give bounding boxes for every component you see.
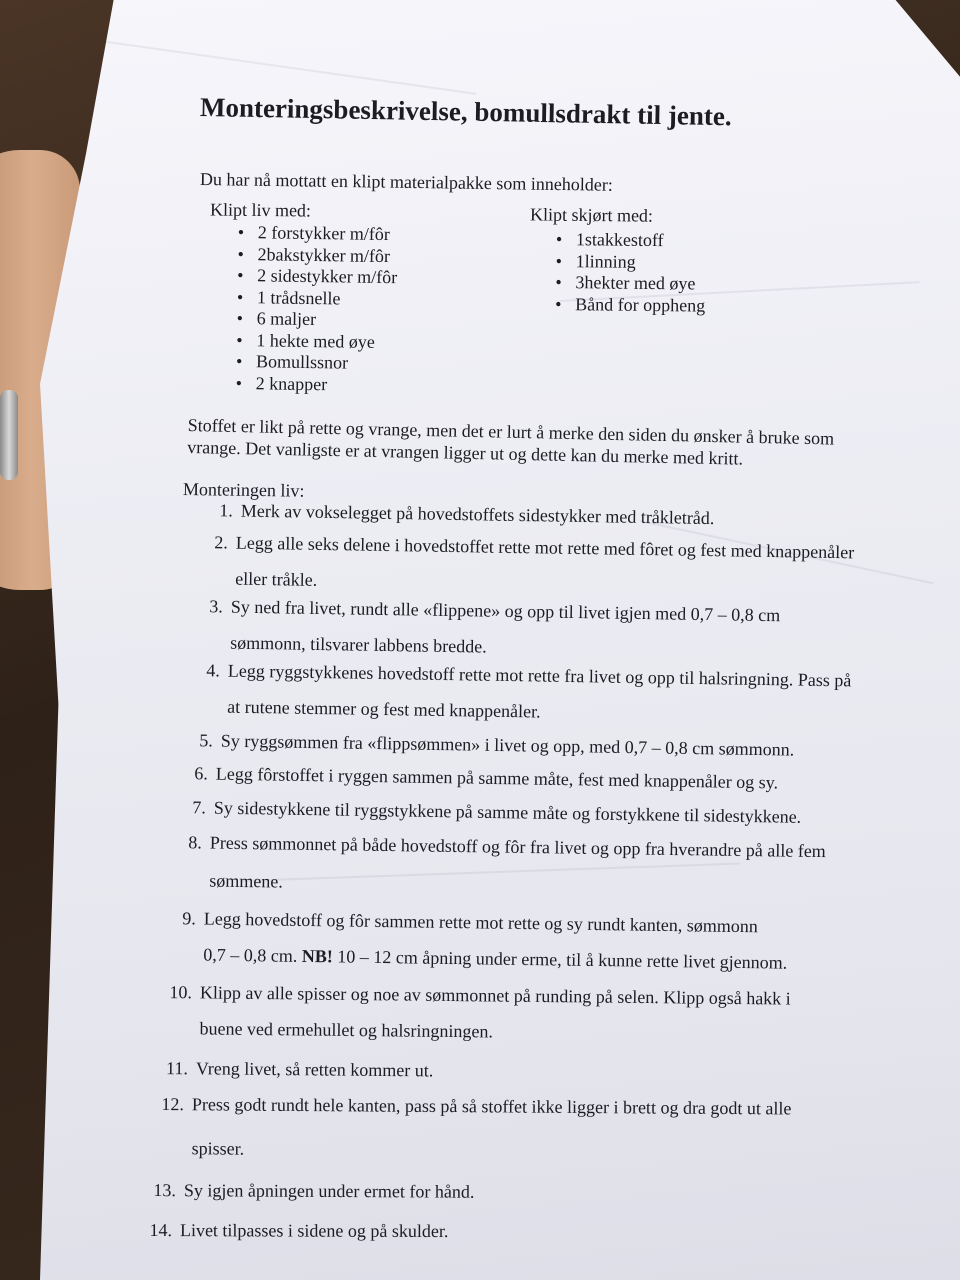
step-text-continued: buene ved ermehullet og halsringningen.: [199, 1018, 494, 1042]
step-text: Sy sidestykkene til ryggstykkene på samme måte og forstykkene til sidestykkene.: [213, 797, 802, 827]
step-number: 12.: [161, 1094, 184, 1115]
step-text-continued: sømmonn, tilsvarer labbens bredde.: [230, 632, 487, 657]
liv-list-heading: Klipt liv med:: [209, 199, 312, 221]
step-number: 4.: [206, 660, 220, 681]
step-text: Legg ryggstykkenes hovedstoff rette mot rette fra livet og opp til halsringning. Pass på: [227, 660, 852, 691]
step-text: Sy ned fra livet, rundt alle «flippene» og opp til livet igjen med 0,7 – 0,8 cm: [230, 596, 781, 626]
step-text-part: 0,7 – 0,8 cm.: [203, 944, 302, 966]
step-text-continued: sømmene.: [209, 870, 283, 892]
step-text-continued: [203, 945, 787, 974]
list-item: • 2 sidestykker m/fôr: [237, 265, 397, 289]
step-text: Legg alle seks delene i hovedstoffet rette mot rette med fôret og fest med knappenåler: [235, 532, 855, 563]
list-item: • 1stakkestoff: [556, 229, 706, 252]
step-number: 3.: [209, 596, 223, 617]
document-title: Monteringsbeskrivelse, bomullsdrakt til jente.: [199, 92, 732, 132]
step-number: 2.: [214, 532, 228, 553]
step-text: Press sømmonnet på både hovedstoff og fôr fra livet og opp fra hverandre på alle fem: [209, 832, 826, 862]
step-text: Sy igjen åpningen under ermet for hånd.: [183, 1180, 475, 1202]
step-number: 1.: [219, 500, 233, 521]
step-text: Livet tilpasses i sidene og på skulder.: [179, 1220, 449, 1242]
step-text-continued: eller tråkle.: [235, 568, 318, 590]
step-number: 9.: [182, 908, 196, 929]
list-item: • 2 knapper: [236, 372, 396, 396]
list-item: • 2 forstykker m/fôr: [238, 222, 398, 246]
skjort-list-heading: Klipt skjørt med:: [529, 204, 654, 226]
step-text-part: 10 – 12 cm åpning under erme, til å kunne rette livet gjennom.: [332, 946, 788, 973]
step-text-continued: at rutene stemmer og fest med knappenåler.: [227, 696, 541, 722]
step-text: Legg hovedstoff og fôr sammen rette mot rette og sy rundt kanten, sømmonn: [203, 908, 759, 937]
intro-text: Du har nå mottatt en klipt materialpakke som inneholder:: [199, 169, 613, 195]
step-text-continued: spisser.: [191, 1138, 245, 1159]
step-text: Klipp av alle spisser og noe av sømmonnet på runding på selen. Klipp også hakk i: [199, 982, 791, 1009]
step-number: 7.: [192, 797, 206, 818]
assembly-heading: Monteringen liv:: [182, 479, 305, 501]
list-item: • 1linning: [556, 250, 706, 273]
step-text: Merk av vokselegget på hovedstoffets sidestykker med tråkletråd.: [240, 500, 715, 529]
step-number: 13.: [153, 1180, 176, 1201]
step-text: Sy ryggsømmen fra «flippsømmen» i livet og opp, med 0,7 – 0,8 cm sømmonn.: [220, 730, 795, 760]
list-item: • 3hekter med øye: [555, 272, 705, 295]
step-number: 10.: [169, 982, 192, 1003]
list-item: • 6 maljer: [236, 308, 396, 332]
nb-label: NB!: [301, 945, 333, 967]
step-number: 14.: [149, 1220, 172, 1241]
step-number: 11.: [165, 1058, 188, 1079]
list-item: • 1 trådsnelle: [237, 286, 397, 310]
step-text: Legg fôrstoffet i ryggen sammen på samme måte, fest med knappenåler og sy.: [215, 763, 779, 793]
list-item: • 1 hekte med øye: [236, 329, 396, 353]
liv-list: [236, 222, 398, 396]
step-number: 6.: [194, 763, 208, 784]
step-number: 5.: [199, 730, 213, 751]
fabric-note-paragraph: Stoffet er likt på rette og vrange, men det er lurt å merke den siden du ønsker å bruke som vrange. Det vanligste er at vrangen ligger ut og dette kan du merke med kritt.: [187, 414, 835, 469]
list-item: • Bomullssnor: [236, 351, 396, 375]
step-text: Vreng livet, så retten kommer ut.: [195, 1058, 434, 1081]
list-item: • Bånd for oppheng: [555, 293, 705, 316]
skjort-list: [555, 229, 706, 317]
step-text: Press godt rundt hele kanten, pass på så stoffet ikke ligger i brett og dra godt ut alle: [191, 1094, 792, 1119]
list-item: • 2bakstykker m/fôr: [237, 243, 397, 267]
step-number: 8.: [188, 832, 202, 853]
